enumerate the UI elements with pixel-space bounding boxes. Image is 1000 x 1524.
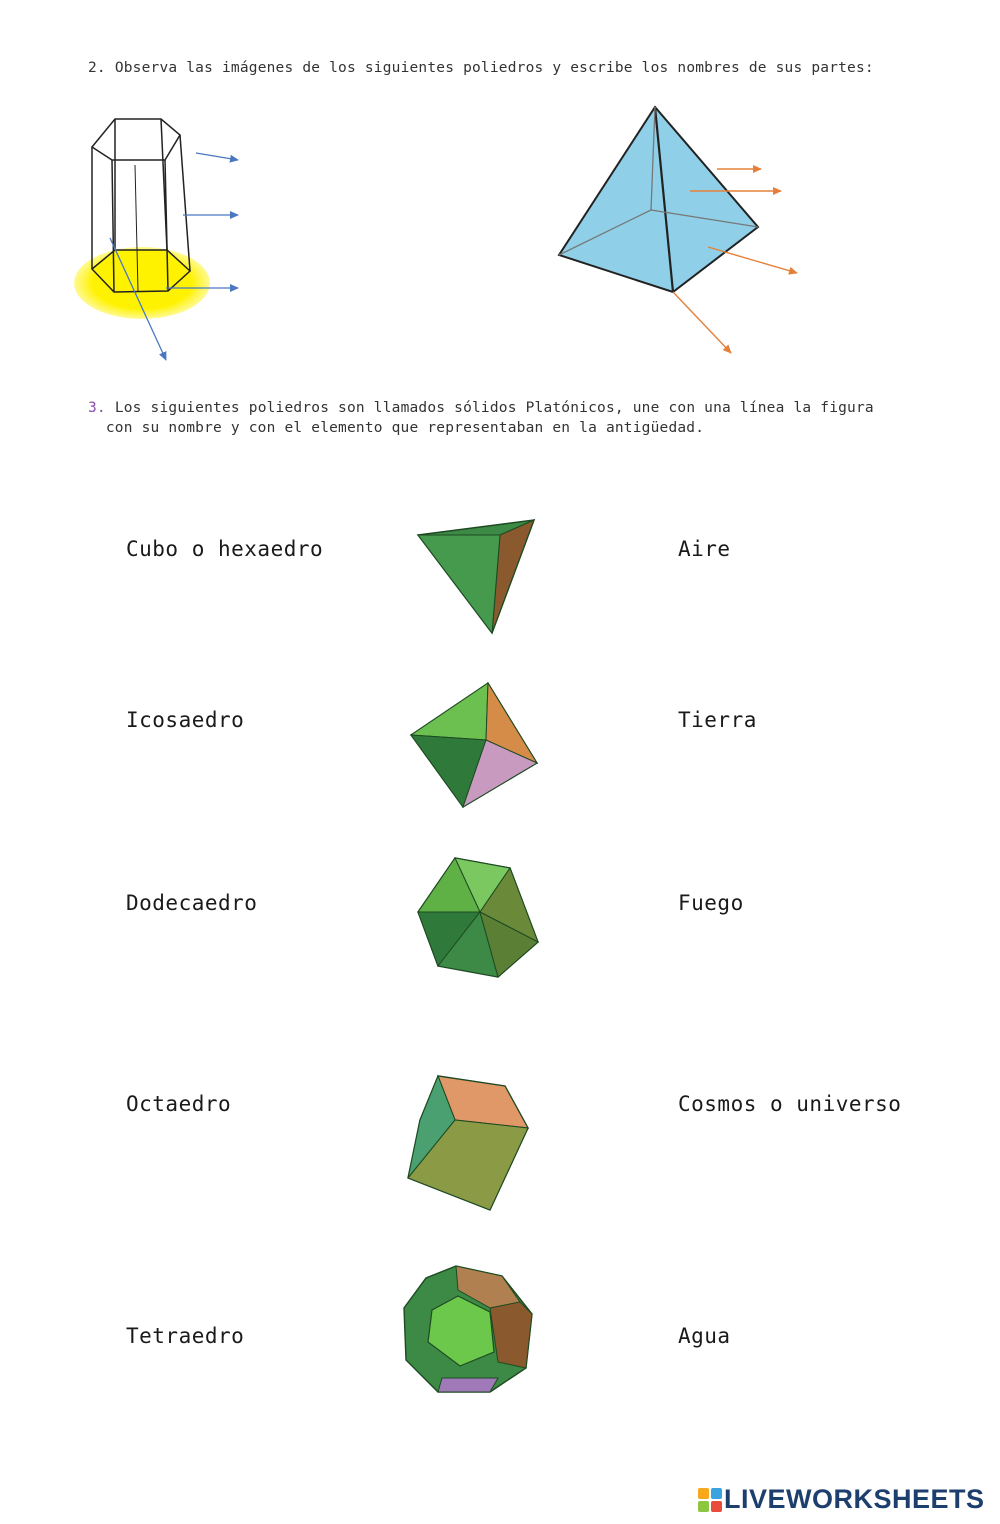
name-label: Icosaedro [126,708,245,732]
name-label: Tetraedro [126,1324,245,1348]
hexagon-top [92,119,180,160]
liveworksheets-logo [698,1484,985,1515]
tetrahedron-image [412,515,542,640]
name-label: Octaedro [126,1092,232,1116]
cube-image [400,1070,535,1215]
exercise-3-number: 3. [88,400,106,416]
exercise-3-line1: Los siguientes poliedros son llamados sólidos Platónicos, une con una línea la figura [114,400,874,416]
icosahedron-image [410,852,545,984]
exercise-3-line2: con su nombre y con el elemento que representaban en la antigüedad. [105,420,705,436]
exercise-2-text: Observa las imágenes de los siguientes poliedros y escribe los nombres de sus partes: [114,60,874,76]
hexagonal-prism-figure [70,105,270,375]
element-label: Aire [678,537,731,561]
name-label: Cubo o hexaedro [126,537,324,561]
exercise-2-number: 2. [88,60,106,76]
name-label: Dodecaedro [126,891,258,915]
element-label: Cosmos o universo [678,1092,902,1116]
liveworksheets-brand: LIVEWORKSHEETS [724,1484,985,1514]
dodecahedron-image [398,1262,538,1396]
liveworksheets-grid-icon [698,1488,722,1512]
exercise-2-instruction [88,58,874,78]
element-label: Tierra [678,708,757,732]
element-label: Fuego [678,891,744,915]
pyramid-figure [545,95,825,365]
octahedron-image [406,680,546,810]
element-label: Agua [678,1324,731,1348]
exercise-3-instruction [88,398,874,438]
